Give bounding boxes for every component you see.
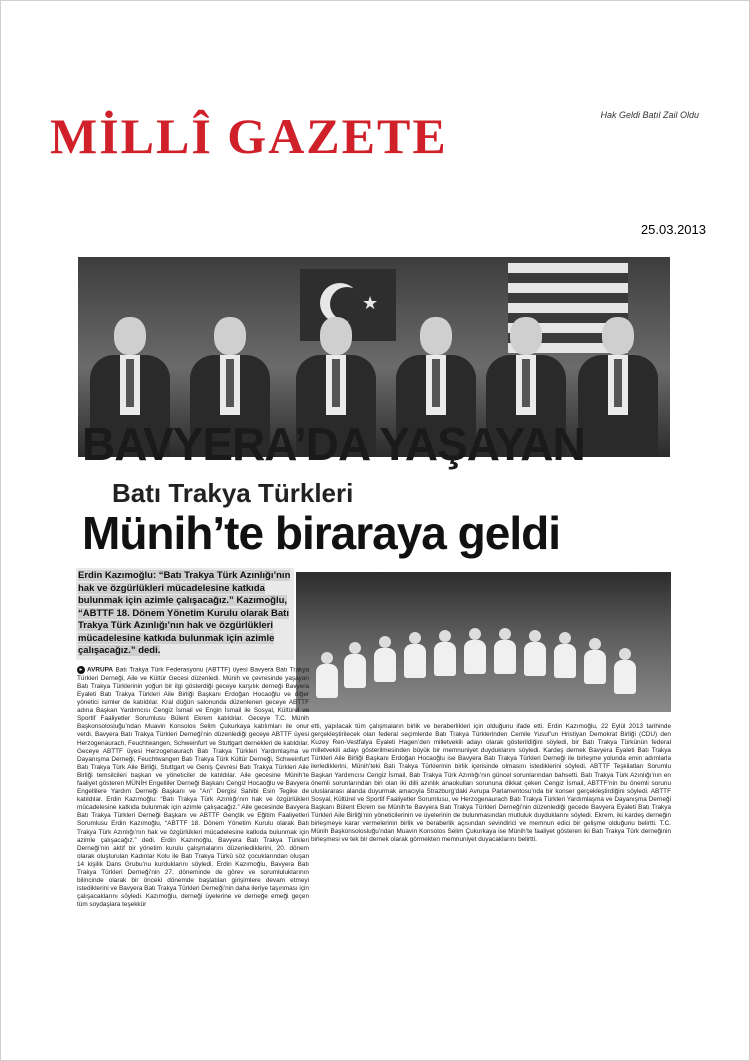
spot-text: Erdin Kazımoğlu: “Batı Trakya Türk Azınlığı’nın hak ve özgürlükleri mücadelesine katkıda bulunmak için azimle çalışacağız.” Kazımoğlu, “ABTTF 18. Dönem Yönetim Kurulu olarak Batı Trakya Türk Azınlığı’nın hak ve özgürlükleri mücadelesine katkıda bulunmak için azimle çalışacağız.” dedi.	[78, 570, 291, 656]
dancer-figure	[316, 652, 338, 698]
dancer-figure	[344, 642, 366, 688]
article-column-2	[311, 723, 671, 963]
article-column-1	[77, 666, 309, 964]
headline-subtitle: Batı Trakya Türkleri	[112, 478, 354, 508]
article-dateline: AVRUPA	[87, 666, 114, 674]
newspaper-logo: MİLLÎ GAZETE	[50, 108, 448, 164]
dancer-figure	[614, 648, 636, 694]
dancer-figure	[584, 638, 606, 684]
turkish-flag-image: ★	[300, 269, 396, 341]
dancer-figure	[374, 636, 396, 682]
dancer-figure	[494, 628, 516, 674]
newspaper-slogan: Hak Geldi Batıl Zail Oldu	[600, 110, 699, 120]
headline-kicker: BAVYERA’DA YAŞAYAN	[82, 418, 585, 470]
masthead	[50, 108, 705, 164]
dancer-figure	[404, 632, 426, 678]
dancer-figure	[554, 632, 576, 678]
dancer-figure	[524, 630, 546, 676]
headline-main: Münih’te biraraya geldi	[82, 507, 560, 559]
article-spot	[76, 568, 294, 660]
dance-group-photo	[296, 572, 671, 712]
publication-date: 25.03.2013	[640, 222, 706, 237]
dateline-arrow-icon: ▸	[77, 666, 85, 674]
dancer-figure	[434, 630, 456, 676]
article-text-col2: etti, yapılacak tüm çalışmaların birlik ve beraberlikleri için olduğunu ifade etti. Erdin Kazımoğlu, 22 Eylül 2013 tarihinde gerçekleştirilecek olan federal seçimlerde Batı Trakya Türklerinden Cemile Yusuf’un Hristiyan Demokrat Birliği (CDU) den Kuzey Ren-Vestfalya Eyaleti Hagen’den milletvekili adayı olarak gösterildiğini söyledi, bir Batı Trakya Türkünün federal milletvekili adayı gösterilmesinden büyük bir memnuniyet duyduklarını söyledi. Kardeş dernek Bavyera Eyaleti Batı Trakya Türkleri Aile Birliği Başkanı Erdoğan Hocaoğlu ise Bavyera Batı Trakya Türkleri Derneği ile birleşme yolunda emin adımlarla ilerlediklerini, Münih’teki Batı Trakya Türklerinin birlik içerisinde olmasını istediklerini söyledi. ABTTF Teşkilatları Sorumlu Başkan Yardımcısı Cengiz İsmail, Batı Trakya Türk Azınlığı’nın güncel sorunlarından bahsetti. Batı Trakya Türk Azınlığı’nın en önemli sorunlarından biri olan iki dilli azınlık anaokulları sorununa dikkat çeken Cengiz İsmail, ABTTF’nin bu önemli sorunu uluslararası alanda duyurmak amacıyla Strazburg’daki Avrupa Parlamentosu’nda bir konser gerçekleştirdiğini söyledi. ABTTF Sosyal, Kültürel ve Sportif Faaliyetler Sorumlusu, ve Herzogenaurach Batı Trakya Türkleri Yardımlaşma ve Dayanışma Derneği Başkanı Bülent Ekrem ise Münih’te Bavyera Batı Trakya Türkleri Derneği’nin düzenlediği gecede Bavyera Eyaleti Batı Trakya Türkleri Aile Birliği’nin yöneticilerinin ve üyelerinin de bulunmasından mutluluk duyduklarını söyledi. Ekrem, iki kardeş derneğin birleşmeye karar vermelerinin birlik ve beraberlik açısından sevindirici ve memnun edici bir gelişme olduğunu belirtti. T.C. Münih Başkonsolosluğu’ndan Muavin Konsolos Selim Çukurkaya ise Münih’te faaliyet gösteren iki Batı Trakya Türk derneğinin birleşmesi ve tek bir dernek olarak görmekten memnuniyet duyacaklarını belirtti.	[311, 723, 671, 844]
article-text-col1: Batı Trakya Türk Federasyonu (ABTTF) üyesi Bavyera Batı Trakya Türkleri Derneği, Aile ve Kültür Gecesi düzenledi. Münih ve çevresinde yaşayan Batı Trakya Türklerinin yoğun bir ilgi gösterdiği geceye karşılık derneği Bavyera Eyaleti Batı Trakya Türkleri Aile Birliği Başkanı Erdoğan Hocaoğlu ve diğer yönetici isimler de katıldılar. Kral düğün salonunda düzenlenen geceye ABTTF adına Başkan Yardımcısı Cengiz İsmail ve Engin İsmail ile Sosyal, Kültürel ve Sportif Faaliyetler Sorumlusu Bülent Ekrem katıldılar. Geceye T.C. Münih Başkonsolosluğu’ndan Muavin Konsolos Selim Çukurkaya katılımları ile onur verdi. Bavyera Batı Trakya Türkleri Derneği’nin düzenlediği geceye ABTTF üyesi Herzogenaurach, Feuchtwangen, Schweinfurt ve Stuttgart dernekleri de katıldılar. Geceye ABTTF üyesi Herzogenaurach Batı Trakya Türkleri Yardımlaşma ve Dayanışma Derneği, Feuchtwangen Batı Trakya Türk Kültür Derneği, Schweinfurt Batı Trakya Türk Aile Birliği, Stuttgart ve Geniş Çevresi Batı Trakya Türkleri Aile Birliği temsilcileri başkan ve yöneticiler de katıldılar. Aile gecesine Münih’te faaliyet gösteren MÜNİH Engelliler Derneği Başkanı Cengiz Hocaoğlu ve Bavyera Engellilere Yardım Derneği Başkanı ve “Arı” Dergisi Sahibi Esin Tegike de katıldılar. Erdin Kazımoğlu: “Batı Trakya Türk Azınlığı’nın hak ve özgürlükleri mücadelesine katkıda bulunmak için azimle çalışacağız.” Aile gecesinde Bavyera Batı Trakya Türkleri Derneği Başkanı ve ABTTF Gençlik ve Eğitim Faaliyetleri Sorumlusu Erdin Kazımoğlu, “ABTTF 18. Dönem Yönetim Kurulu olarak Batı Trakya Türk Azınlığı’nın hak ve özgürlükleri mücadelesine katkıda bulunmak için azimle çalışacağız.” dedi. Erdin Kazımoğlu, Bavyera Batı Trakya Türkleri Derneği’nin aktif bir yönetim kurulu çalışmalarını düzenlediklerini, 20. dönem olarak oluşturulan Kadınlar Kolu ile Batı Trakya Türkü söz çocuklarından oluşan 14 kişilik Dans Grubu’nu kurduklarını söyledi. Erdin Kazımoğlu, Bavyera Batı Trakya Türkleri Derneği’nin 27. döneminde de görev ve sorumluluklarının bilincinde olarak bir önceki dönemde başlatılan girişimlere devam etmeyi istediklerini ve Bavyera Batı Trakya Türkleri Derneği’nin daha ileriye taşınması için çalışacaklarını söyledi. Kazımoğlu, derneği üyelerine ve derneğe emeği geçen tüm soydaşlara teşekkür	[77, 666, 309, 909]
dancer-figure	[464, 628, 486, 674]
